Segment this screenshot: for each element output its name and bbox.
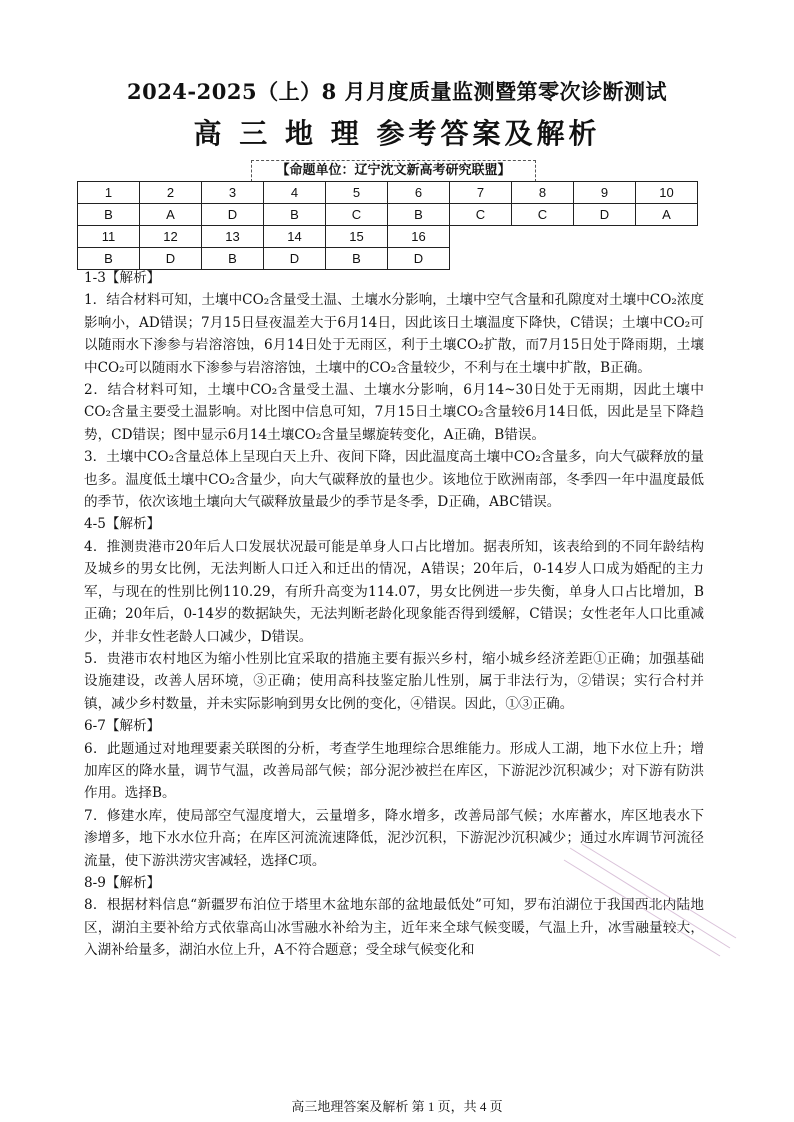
analysis-q6: 6．此题通过对地理要素关联图的分析，考查学生地理综合思维能力。形成人工湖，地下水位上升；增加库区的降水量，调节气温，改善局部气候；部分泥沙被拦在库区，下游泥沙沉积减少；对下游有防洪作用。选择B。 (84, 740, 704, 802)
analysis-q3: 3．土壤中CO₂含量总体上呈现白天上升、夜间下降，因此温度高土壤中CO₂含量多，向大气碳释放的量也多。温度低土壤中CO₂含量少，向大气碳释放的量也少。该地位于欧洲南部，冬季四一年中温度最低的季节，依次该地土壤向大气碳释放量最少的季节是冬季，D正确，ABC错误。 (84, 449, 704, 511)
answer-cell: C (512, 204, 574, 226)
answer-cell: A (140, 204, 202, 226)
answer-cell: B (326, 248, 388, 270)
section-heading-1-3: 1-3【解析】 (84, 270, 161, 286)
analysis-q8: 8．根据材料信息“新疆罗布泊位于塔里木盆地东部的盆地最低处”可知，罗布泊湖位于我国西北内陆地区，湖泊主要补给方式依靠高山冰雪融水补给为主，近年来全球气候变暖，气温上升，冰雪融量较大，入湖补给量多，湖泊水位上升，A不符合题意；受全球气候变化和 (84, 897, 704, 959)
answer-cell: 12 (140, 226, 202, 248)
section-heading-6-7: 6-7【解析】 (84, 718, 161, 735)
answer-table-row-numbers-1 (78, 182, 698, 204)
empty-cell (574, 226, 636, 248)
analysis-q2: 2．结合材料可知，土壤中CO₂含量受土温、土壤水分影响，6月14~30日处于无雨期，因此土壤中CO₂含量主要受土温影响。对比图中信息可知，7月15日土壤CO₂含量较6月14日低，因此是呈下降趋势，CD错误；图中显示6月14土壤CO₂含量呈螺旋转变化，A正确，B错误。 (84, 382, 704, 443)
answer-cell: C (450, 204, 512, 226)
section-heading-8-9: 8-9【解析】 (84, 874, 161, 891)
answer-cell: A (636, 204, 698, 226)
empty-cell (512, 226, 574, 248)
answer-cell: 6 (388, 182, 450, 204)
answer-cell: 3 (202, 182, 264, 204)
answer-table-row-answers-1 (78, 204, 698, 226)
authoring-unit-box: 【命题单位：辽宁沈文新高考研究联盟】 (251, 160, 536, 182)
answer-cell: D (388, 248, 450, 270)
answer-cell: 11 (78, 226, 140, 248)
answer-cell: 7 (450, 182, 512, 204)
answer-title: 高 三 地 理 参考答案及解析 (193, 117, 601, 150)
analysis-content (84, 267, 704, 962)
section-heading-4-5: 4-5【解析】 (84, 516, 161, 533)
answer-cell: B (78, 204, 140, 226)
answer-cell: 14 (264, 226, 326, 248)
answer-cell: B (264, 204, 326, 226)
analysis-q1: 1．结合材料可知，土壤中CO₂含量受土温、土壤水分影响，土壤中空气含量和孔隙度对土壤中CO₂浓度影响小，AD错误；7月15日昼夜温差大于6月14日，因此该日土壤温度下降快，C错误；土壤中CO₂可以随雨水下渗参与岩溶溶蚀，6月14日处于无雨区，利于土壤CO₂扩散，而7月15日处于降雨期，土壤中CO₂可以随雨水下渗参与岩溶溶蚀，土壤中的CO₂含量较少，不利与在土壤中扩散，B正确。 (84, 292, 704, 376)
answer-cell: 2 (140, 182, 202, 204)
answer-cell: 15 (326, 226, 388, 248)
answer-cell: 13 (202, 226, 264, 248)
answer-cell: 1 (78, 182, 140, 204)
answer-cell: 5 (326, 182, 388, 204)
answer-cell: B (388, 204, 450, 226)
empty-cell (450, 226, 512, 248)
page-footer: 高三地理答案及解析 第 1 页，共 4 页 (291, 1099, 503, 1114)
answer-cell: D (574, 204, 636, 226)
analysis-q7: 7．修建水库，使局部空气湿度增大，云量增多，降水增多，改善局部气候；水库蓄水，库区地表水下渗增多，地下水水位升高；在库区河流流速降低，泥沙沉积，下游泥沙沉积减少；通过水库调节河流径流量，使下游洪涝灾害减轻，选择C项。 (84, 807, 704, 869)
exam-title: 2024-2025（上）8 月月度质量监测暨第零次诊断测试 (126, 79, 668, 104)
empty-cell (636, 226, 698, 248)
answer-cell: 16 (388, 226, 450, 248)
answer-cell: 9 (574, 182, 636, 204)
answer-cell: 4 (264, 182, 326, 204)
answer-cell: D (202, 204, 264, 226)
answer-cell: D (264, 248, 326, 270)
answer-cell: C (326, 204, 388, 226)
answer-cell: B (78, 248, 140, 270)
analysis-q5: 5．贵港市农村地区为缩小性别比宜采取的措施主要有振兴乡村，缩小城乡经济差距①正确；加强基础设施建设，改善人居环境，③正确；使用高科技鉴定胎儿性别，属于非法行为，②错误；实行合村并镇，减少乡村数量，并未实际影响到男女比例的变化，④错误。因此，①③正确。 (84, 650, 704, 712)
answer-cell: D (140, 248, 202, 270)
answer-table-row-numbers-2 (78, 226, 698, 248)
answer-cell: B (202, 248, 264, 270)
answer-table (77, 181, 698, 270)
analysis-q4: 4．推测贵港市20年后人口发展状况最可能是单身人口占比增加。据表所知，该表给到的不同年龄结构及城乡的男女比例，无法判断人口迁入和迁出的情况，A错误；20年后，0-14岁人口成为婚配的主力军，与现在的性别比例110.29，有所升高变为114.07，男女比例进一步失衡，单身人口占比增加，B正确；20年后，0-14岁的数据缺失，无法判断老龄化现象能否得到缓解，C错误；女性老年人口比重减少，并非女性老龄人口减少，D错误。 (84, 538, 704, 645)
answer-cell: 10 (636, 182, 698, 204)
answer-cell: 8 (512, 182, 574, 204)
